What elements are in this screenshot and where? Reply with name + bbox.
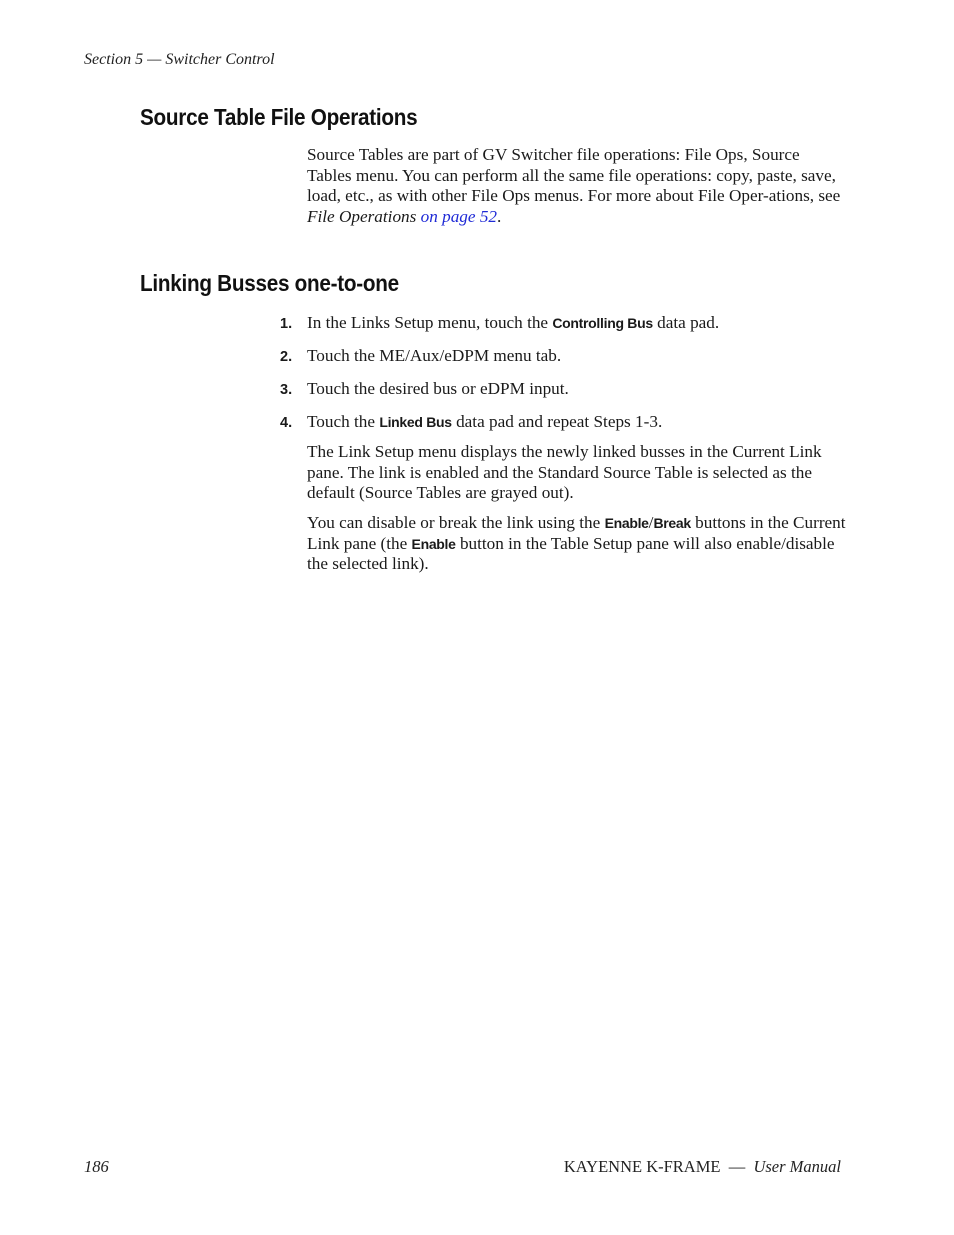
step-text: data pad. [652,313,720,332]
step-item [280,313,850,334]
ref-end: . [497,206,502,226]
step-item [280,412,850,433]
slash: / [648,513,654,532]
step-text: In the Links Setup menu, touch the [307,313,553,332]
page-number: 186 [84,1157,109,1176]
file-operations-ref: File Operations [307,206,417,226]
link-setup-paragraph: The Link Setup menu displays the newly linked busses in the Current Link pane. The link is enabled and the Standard Source Table is selected as the default (Source Tables are grayed out). [307,442,822,502]
source-table-text: Source Tables are part of GV Switcher file operations: File Ops, Source Tables menu. You can perform all the same file operations: copy, paste, save, load, etc., as with other File Ops menus. For more about File Oper-ations, see [307,145,841,205]
disable-text: button in the Table Setup pane will also enable/disable the selected link). [307,533,835,573]
running-header: Section 5 — Switcher Control [84,51,275,68]
break-label: Break [653,515,691,531]
linked-bus-label: Linked Bus [379,414,452,430]
step-text: Touch the ME/Aux/eDPM menu tab. [307,346,562,365]
steps-list [280,313,850,445]
product-name: KAYENNE K-FRAME [563,1157,721,1176]
manual-name: User Manual [753,1157,841,1176]
disable-paragraph [307,513,847,575]
enable-label-2: Enable [411,535,456,552]
step-text: Touch the desired bus or eDPM input. [307,379,569,398]
page-link[interactable]: on page 52 [420,206,498,226]
step-text: Touch the [307,412,380,431]
step-number: 2. [280,349,293,365]
source-table-paragraph [307,145,847,227]
step-text: data pad and repeat Steps 1-3. [451,412,663,431]
controlling-bus-label: Controlling Bus [552,315,653,331]
heading-linking-busses: Linking Busses one-to-one [140,270,399,296]
enable-label: Enable [604,515,649,531]
step-number: 4. [280,415,293,431]
step-number: 3. [280,382,293,398]
footer-title [564,1157,841,1177]
step-item [280,346,850,367]
footer-separator: — [728,1157,746,1176]
disable-text: buttons in the Current Link pane (the [307,513,846,553]
disable-text: You can disable or break the link using the [307,513,605,532]
step-item [280,379,850,400]
step-number: 1. [280,316,293,332]
heading-source-table-file-operations: Source Table File Operations [140,104,418,130]
